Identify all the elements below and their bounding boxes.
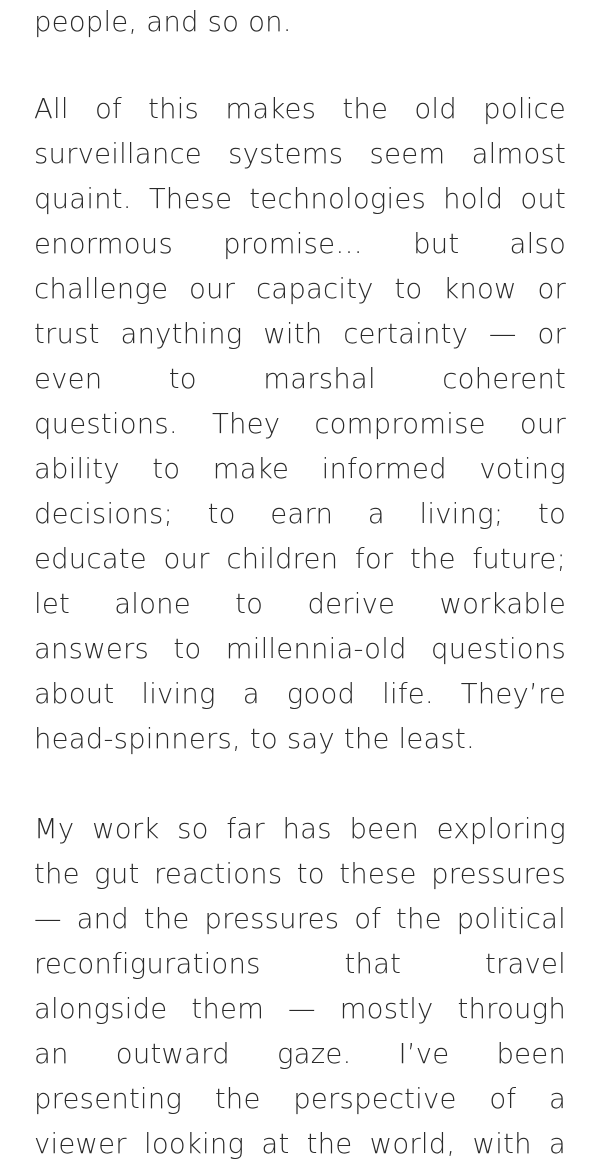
text-line: alongside them — mostly through (34, 993, 566, 1025)
text-line: reconfigurations that travel (34, 948, 566, 980)
text-line: surveillance systems seem almost (34, 138, 566, 170)
text-line: All of this makes the old police (34, 93, 566, 125)
text-line: let alone to derive workable (34, 588, 566, 620)
text-line: enormous promise… but also (34, 228, 566, 260)
text-line: ability to make informed voting (34, 453, 566, 485)
text-line: trust anything with certainty — or (34, 318, 566, 350)
text-line: an outward gaze. I’ve been (34, 1038, 566, 1070)
paragraph-2 (34, 87, 566, 762)
text-line: decisions; to earn a living; to (34, 498, 566, 530)
text-line: the gut reactions to these pressures (34, 858, 566, 890)
text-line: even to marshal coherent (34, 363, 566, 395)
text-line: viewer looking at the world, with a (34, 1128, 566, 1160)
text-line: My work so far has been exploring (34, 813, 566, 845)
text-line: quaint. These technologies hold out (34, 183, 566, 215)
text-line: about living a good life. They’re (34, 678, 566, 710)
text-line: questions. They compromise our (34, 408, 566, 440)
text-line: challenge our capacity to know or (34, 273, 566, 305)
text-line: answers to millennia-old questions (34, 633, 566, 665)
text-line: educate our children for the future; (34, 543, 566, 575)
text-line: presenting the perspective of a (34, 1083, 566, 1115)
text-line: — and the pressures of the political (34, 903, 566, 935)
text-line: people, and so on. (34, 6, 292, 38)
paragraph-1 (34, 0, 566, 45)
paragraph-3 (34, 807, 566, 1167)
text-line: head-spinners, to say the least. (34, 723, 475, 755)
